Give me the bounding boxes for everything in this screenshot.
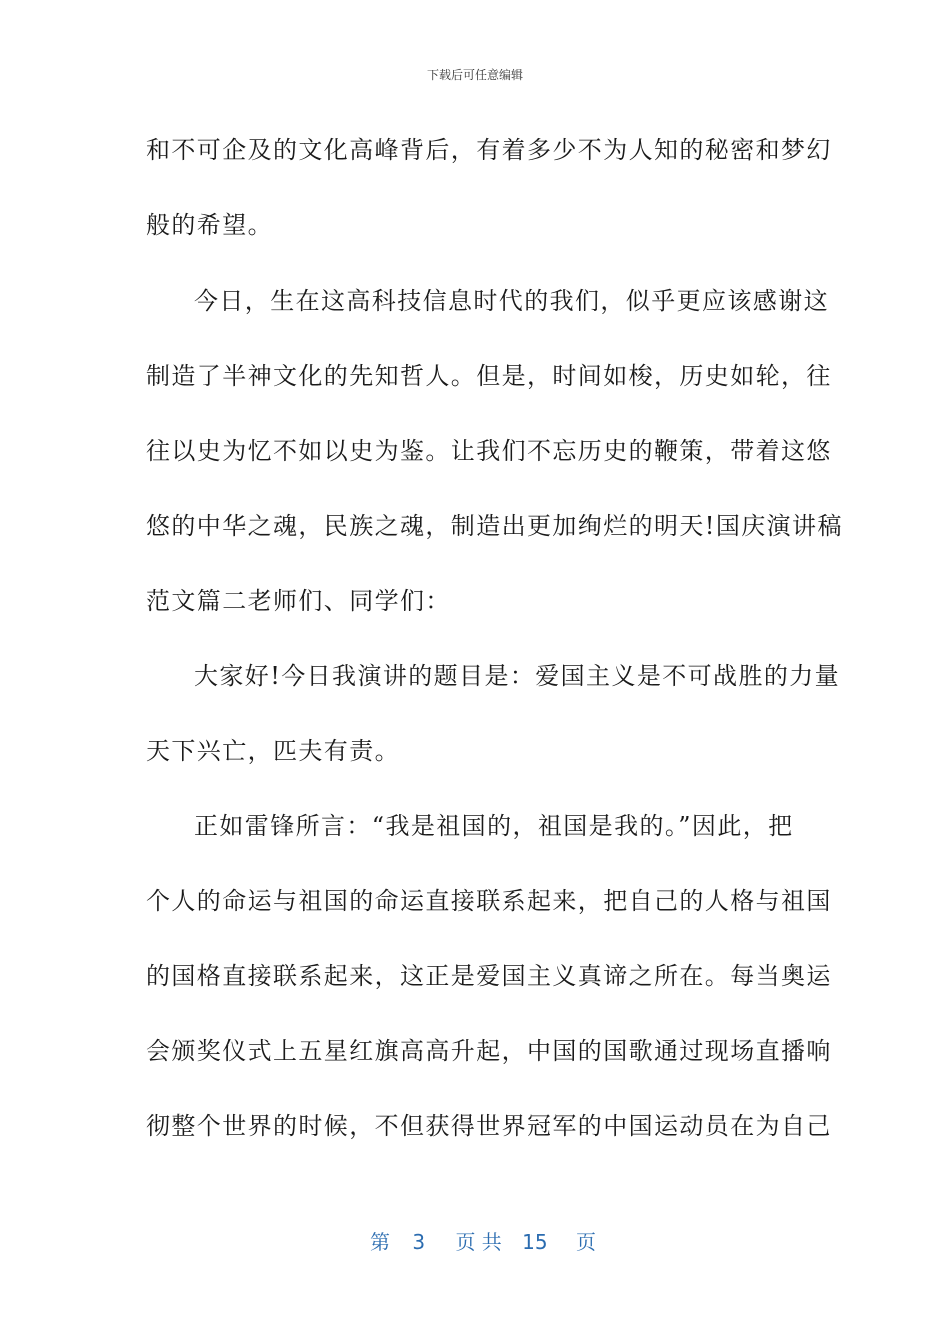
body-line: 和不可企及的文化高峰背后，有着多少不为人知的秘密和梦幻 [146,136,832,164]
body-line: 制造了半神文化的先知哲人。但是，时间如梭，历史如轮，往 [146,362,832,390]
body-line: 般的希望。 [146,211,273,239]
footer-middle: 页 共 [455,1230,502,1254]
page-footer [370,1226,596,1255]
body-line: 个人的命运与祖国的命运直接联系起来，把自己的人格与祖国 [146,887,832,915]
body-line: 彻整个世界的时候，不但获得世界冠军的中国运动员在为自己 [146,1112,832,1140]
body-line: 天下兴亡，匹夫有责。 [146,737,400,765]
page-header: 下载后可任意编辑 [426,68,523,82]
body-line: 大家好!今日我演讲的题目是：爱国主义是不可战胜的力量 [194,662,841,690]
body-line: 正如雷锋所言：“我是祖国的，祖国是我的。”因此，把 [194,812,794,840]
footer-suffix: 页 [575,1230,596,1254]
current-page-number: 3 [412,1230,426,1254]
total-pages-number: 15 [522,1230,548,1254]
body-line: 会颁奖仪式上五星红旗高高升起，中国的国歌通过现场直播响 [146,1037,832,1065]
body-line: 往以史为忆不如以史为鉴。让我们不忘历史的鞭策，带着这悠 [146,437,832,465]
body-line: 今日，生在这高科技信息时代的我们，似乎更应该感谢这 [194,287,829,315]
body-line: 悠的中华之魂，民族之魂，制造出更加绚烂的明天!国庆演讲稿 [146,512,843,540]
body-line: 的国格直接联系起来，这正是爱国主义真谛之所在。每当奥运 [146,962,832,990]
footer-prefix: 第 [370,1230,390,1254]
body-line: 范文篇二老师们、同学们： [146,587,451,615]
